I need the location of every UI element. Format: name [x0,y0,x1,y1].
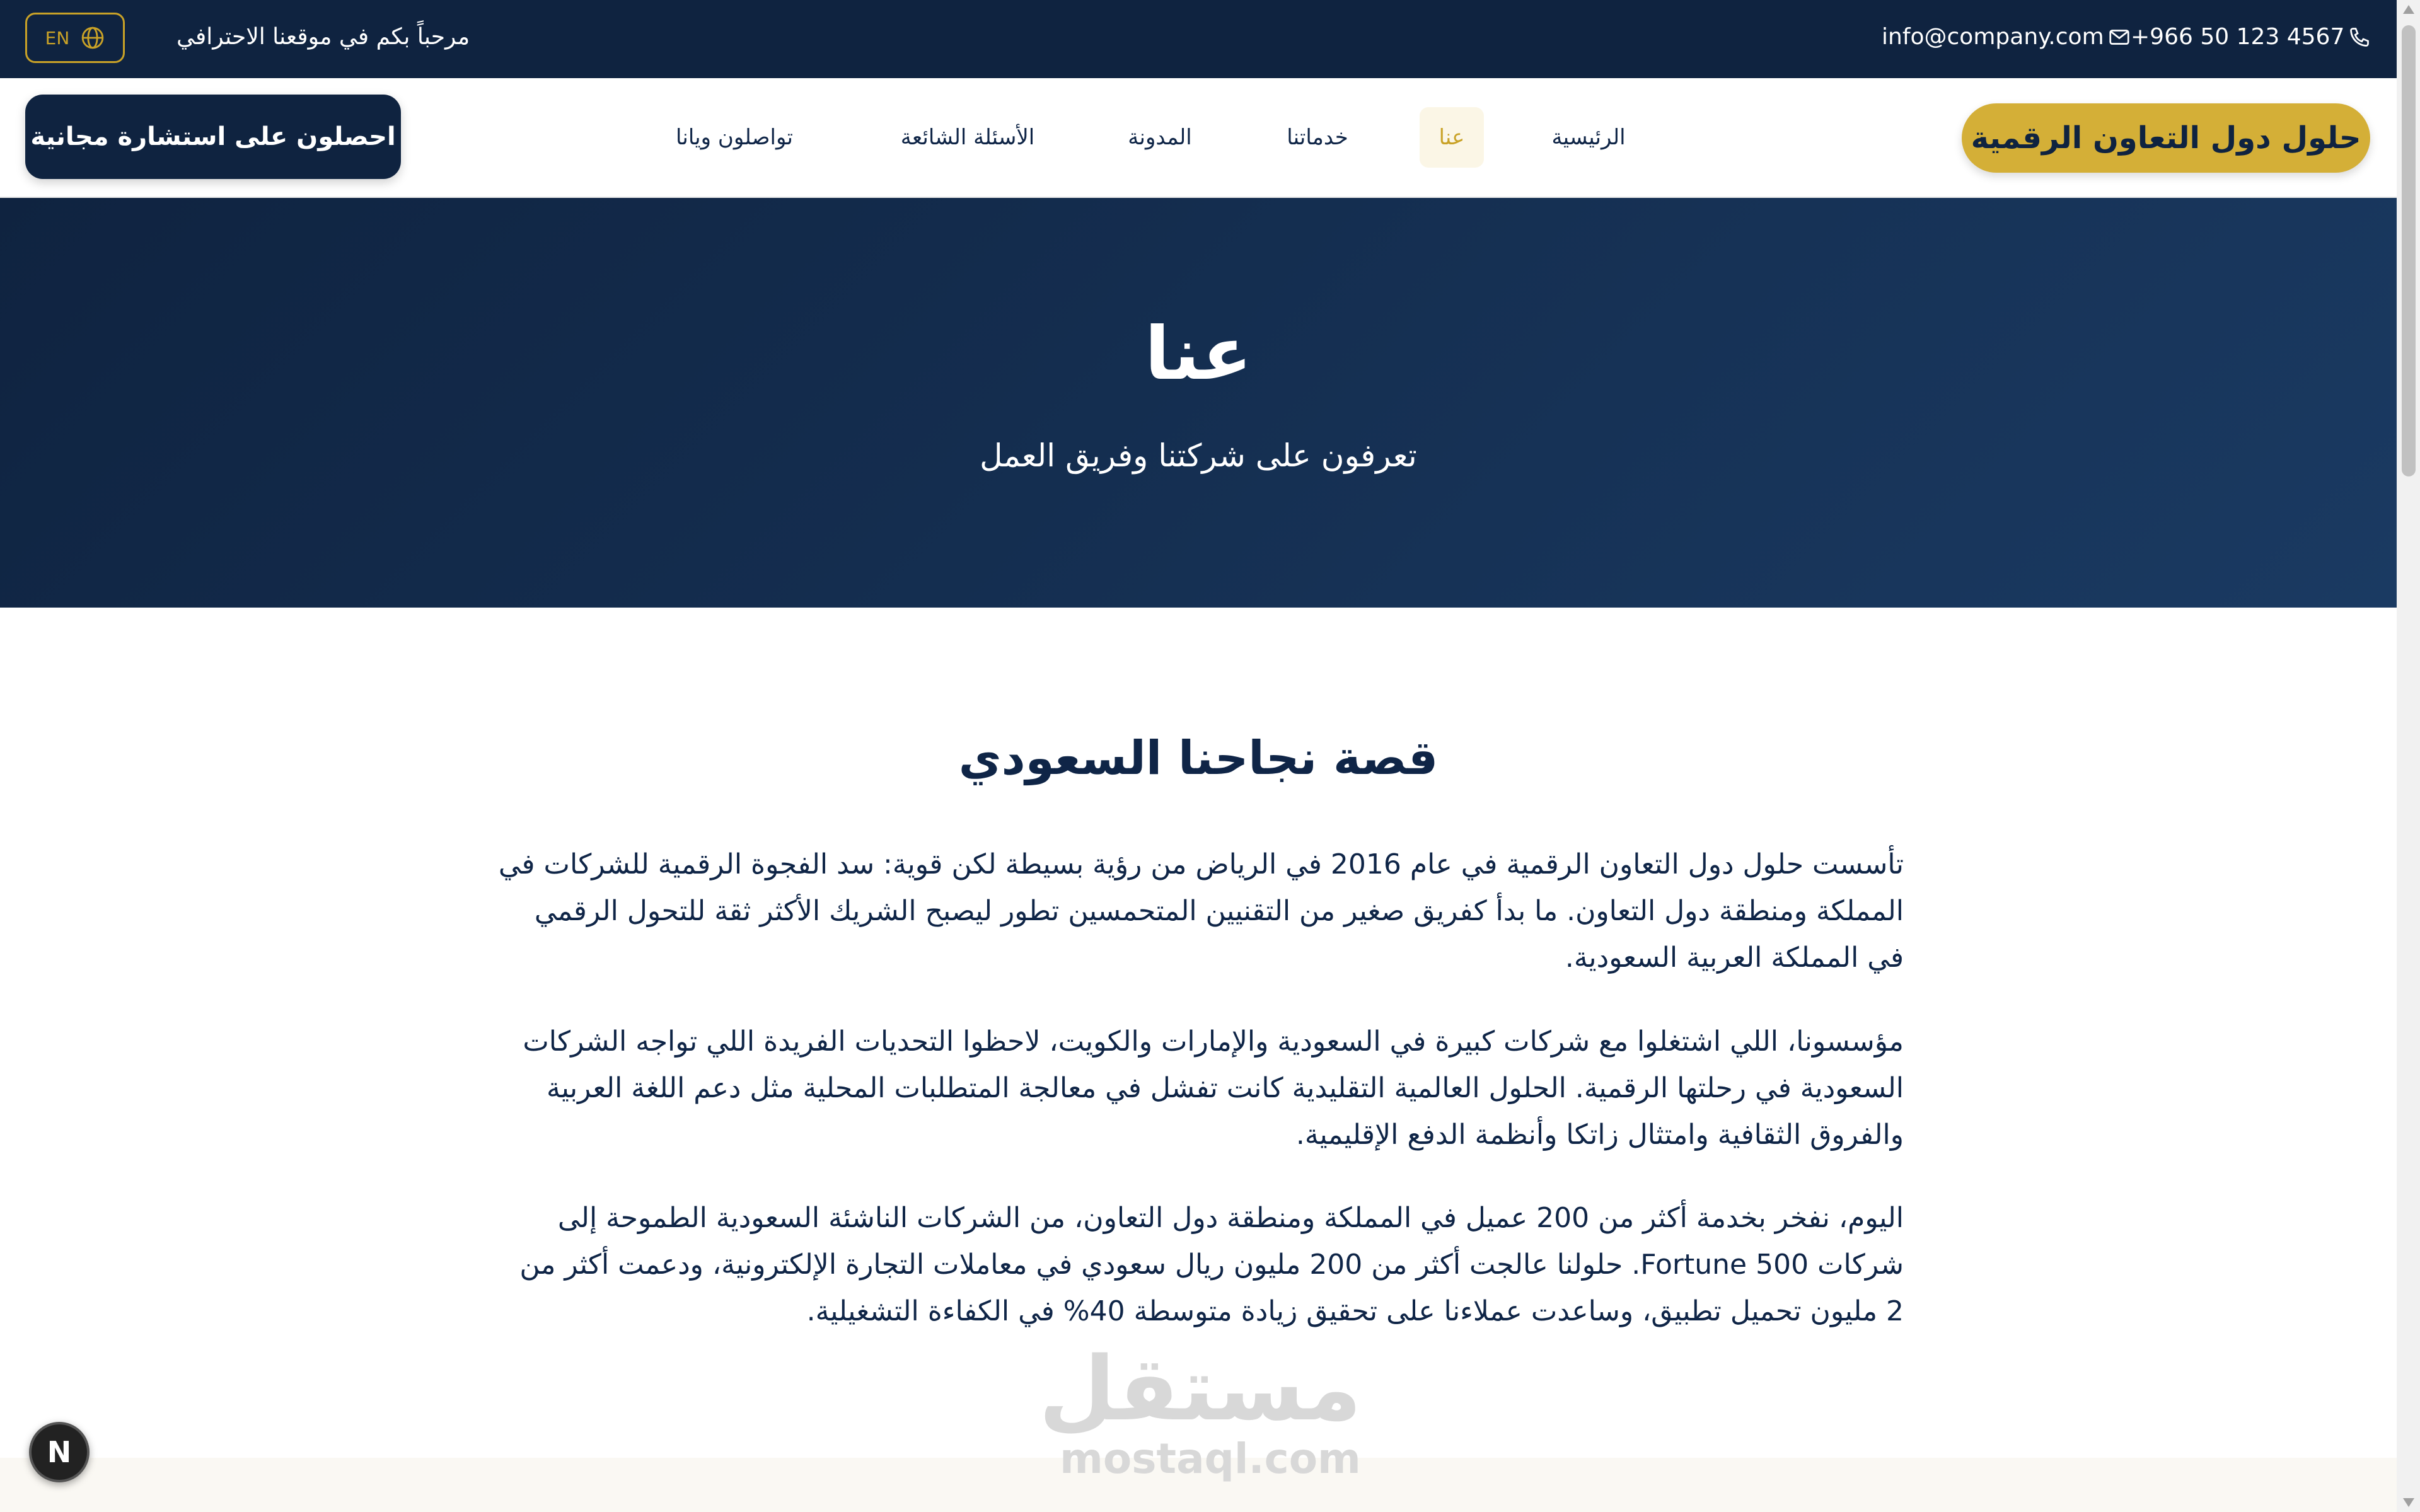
language-label: EN [45,27,70,49]
story-paragraph-1: تأسست حلول دول التعاون الرقمية في عام 2016 في الرياض من رؤية بسيطة لكن قوية: سد الفجوة الرقمية للشركات في المملكة ومنطقة دول التعاون. ما بدأ كفريق صغير من التقنيين المتحمسين تطور ليصبح الشريك الأكثر ثقة للتحول الرقمي في المملكة العربية السعودية. [498,848,1904,974]
scroll-up-arrow-icon[interactable] [2403,5,2414,14]
nav-item-home[interactable]: الرئيسية [1551,125,1626,150]
story-title: قصة نجاحنا السعودي [958,731,1439,785]
watermark-arabic: مستقل [1038,1338,1362,1441]
globe-icon [81,26,105,50]
phone-icon [2348,26,2371,49]
nav-item-about[interactable]: عنا [1420,107,1484,168]
scrollbar-thumb[interactable] [2402,25,2416,476]
scroll-down-arrow-icon[interactable] [2403,1498,2414,1507]
mail-icon [2108,26,2131,49]
mostaql-watermark [1038,1338,1362,1483]
nav-item-faq[interactable]: الأسئلة الشائعة [900,125,1035,150]
brand-logo[interactable]: حلول دول التعاون الرقمية [1962,103,2370,173]
email-text: info@company.com [1882,24,2104,50]
vertical-scrollbar[interactable] [2397,0,2420,1512]
watermark-latin: mostaql.com [1060,1434,1361,1483]
top-bar [0,0,2397,78]
phone-contact[interactable] [2131,24,2371,50]
phone-text: +966 50 123 4567 [2131,24,2345,50]
hero-section [0,198,2397,608]
email-contact[interactable] [1882,24,2131,50]
page-title: عنا [1144,311,1253,396]
nav-item-blog[interactable]: المدونة [1128,125,1192,150]
story-paragraph-2: مؤسسونا، اللي اشتغلوا مع شركات كبيرة في السعودية والإمارات والكويت، لاحظوا التحديات الفريدة اللي تواجه الشركات السعودية في رحلتها الرقمية. الحلول العالمية التقليدية كانت تفشل في معالجة المتطلبات المحلية مثل دعم اللغة العربية والفروق الثقافية وامتثال زاتكا وأنظمة الدفع الإقليمية. [523,1025,1904,1151]
page-subtitle: تعرفون على شركتنا وفريق العمل [980,437,1417,474]
language-switch-button[interactable] [25,13,125,63]
nextjs-dev-badge[interactable] [29,1422,90,1482]
free-consultation-button[interactable]: احصلون على استشارة مجانية [25,95,401,179]
nav-item-contact[interactable]: تواصلون ويانا [676,125,794,150]
welcome-text: مرحباً بكم في موقعنا الاحترافي [177,24,470,50]
badge-label: N [47,1435,72,1469]
story-paragraph-3: اليوم، نفخر بخدمة أكثر من 200 عميل في المملكة ومنطقة دول التعاون، من الشركات الناشئة السعودية الطموحة إلى شركات Fortune 500. حلولنا عالجت أكثر من 200 مليون ريال سعودي في معاملات التجارة الإلكترونية، ودعمت أكثر من 2 مليون تحميل تطبيق، وساعدت عملاءنا على تحقيق زيادة متوسطة 40% في الكفاءة التشغيلية. [519,1202,1904,1327]
nav-item-services[interactable]: خدماتنا [1287,125,1348,150]
main-navbar [0,78,2397,198]
